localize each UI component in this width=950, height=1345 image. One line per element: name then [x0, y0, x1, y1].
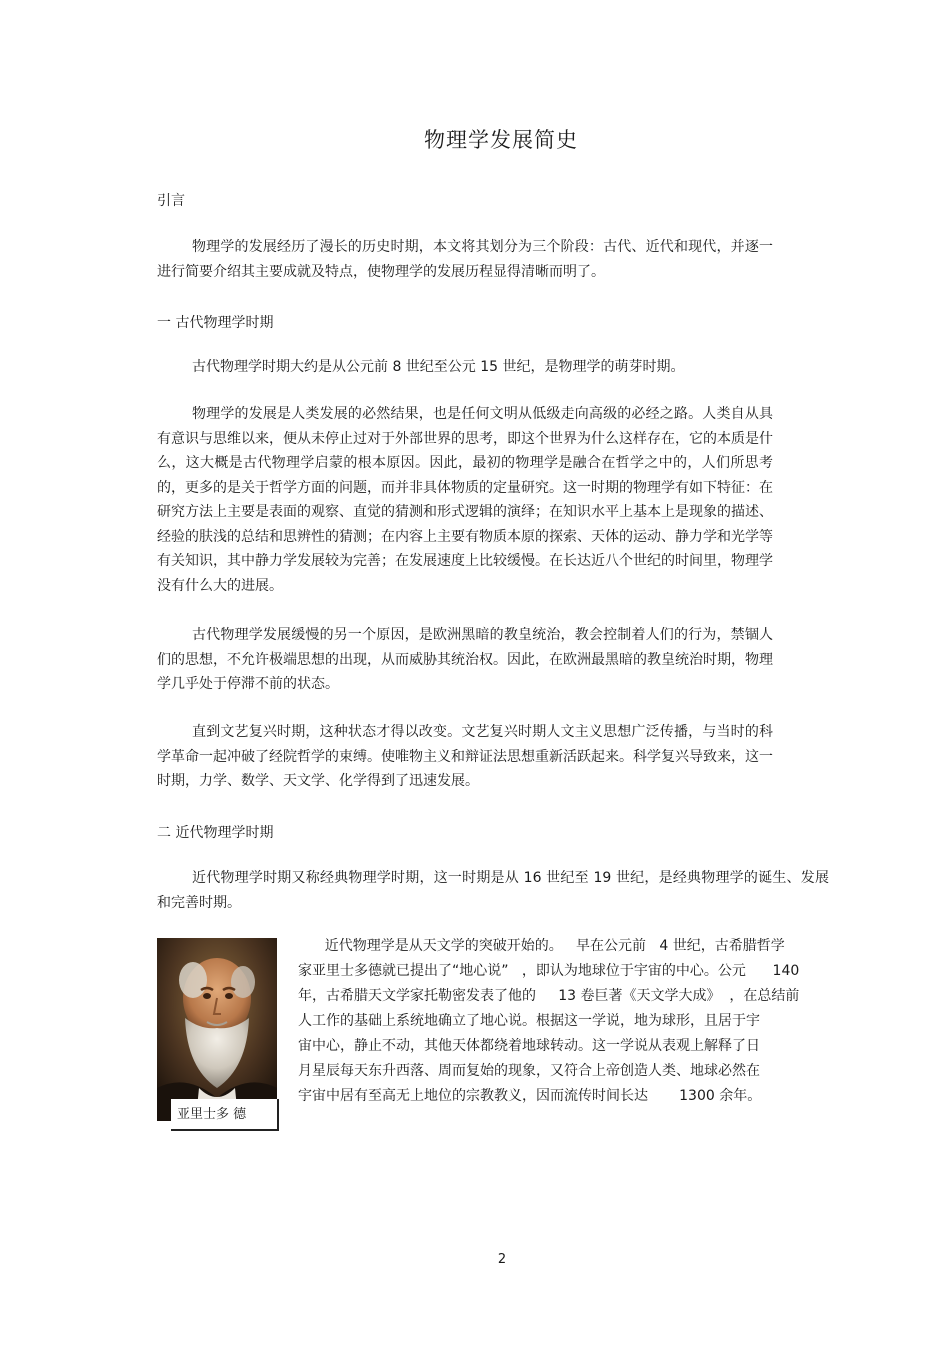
portrait-caption: 亚里士多 德 [171, 1099, 279, 1131]
intro-paragraph: 物理学的发展经历了漫长的历史时期，本文将其划分为三个阶段：古代、近代和现代，并逐一进行简要介绍其主要成就及特点，使物理学的发展历程显得清晰而明了。 [157, 239, 773, 280]
side-paragraph-line: 家亚里士多德就已提出了“地心说” ，即认为地球位于宇宙的中心。公元 140 [298, 963, 800, 979]
side-paragraph-line: 宇宙中居有至高无上地位的宗教教义，因而流传时间长达 1300 余年。 [298, 1088, 762, 1104]
section1-paragraph-2: 物理学的发展是人类发展的必然结果，也是任何文明从低级走向高级的必经之路。人类自从具有意识与思维以来，便从未停止过对于外部世界的思考，即这个世界为什么这样存在，它的本质是什么，这大概是古代物理学启蒙的根本原因。因此，最初的物理学是融合在哲学之中的，人们所思考的，更多的是关于哲学方面的问题，而并非具体物质的定量研究。这一时期的物理学有如下特征：在研究方法上主要是表面的观察、直觉的猜测和形式逻辑的演绎；在知识水平上基本上是现象的描述、经验的肤浅的总结和思辨性的猜测；在内容上主要有物质本原的探索、天体的运动、静力学和光学等有关知识，其中静力学发展较为完善；在发展速度上比较缓慢。在长达近八个世纪的时间里，物理学没有什么大的进展。 [157, 406, 773, 594]
side-paragraph-line: 近代物理学是从天文学的突破开始的。 早在公元前 4 世纪，古希腊哲学 [298, 938, 785, 954]
section2-side-paragraph [298, 934, 854, 1109]
section1-paragraph-1: 古代物理学时期大约是从公元前 8 世纪至公元 15 世纪，是物理学的萌芽时期。 [192, 359, 685, 375]
page-number: 2 [497, 1252, 507, 1267]
side-paragraph-line: 月星辰每天东升西落、周而复始的现象，又符合上帝创造人类、地球必然在 [298, 1063, 760, 1079]
section2-heading: 二 近代物理学时期 [157, 825, 274, 841]
intro-heading: 引言 [157, 193, 185, 209]
section2-paragraph: 近代物理学时期又称经典物理学时期，这一时期是从 16 世纪至 19 世纪，是经典物理学的诞生、发展和完善时期。 [157, 870, 829, 911]
portrait-image [157, 938, 277, 1121]
section1-heading: 一 古代物理学时期 [157, 315, 274, 331]
portrait-illustration [157, 938, 277, 1121]
portrait-figure [157, 938, 281, 1136]
side-paragraph-line: 人工作的基础上系统地确立了地心说。根据这一学说，地为球形，且居于宇 [298, 1013, 760, 1029]
section1-paragraph-3: 古代物理学发展缓慢的另一个原因，是欧洲黑暗的教皇统治，教会控制着人们的行为，禁锢人们的思想，不允许极端思想的出现，从而威胁其统治权。因此，在欧洲最黑暗的教皇统治时期，物理学几乎处于停滞不前的状态。 [157, 627, 773, 692]
side-paragraph-line: 年，古希腊天文学家托勒密发表了他的 13 卷巨著《天文学大成》 ，在总结前 [298, 988, 800, 1004]
section1-paragraph-4: 直到文艺复兴时期，这种状态才得以改变。文艺复兴时期人文主义思想广泛传播，与当时的科学革命一起冲破了经院哲学的束缚。使唯物主义和辩证法思想重新活跃起来。科学复兴导致来，这一时期，力学、数学、天文学、化学得到了迅速发展。 [157, 724, 773, 789]
document-title: 物理学发展简史 [424, 128, 578, 152]
side-paragraph-line: 宙中心，静止不动，其他天体都绕着地球转动。这一学说从表观上解释了日 [298, 1038, 760, 1054]
